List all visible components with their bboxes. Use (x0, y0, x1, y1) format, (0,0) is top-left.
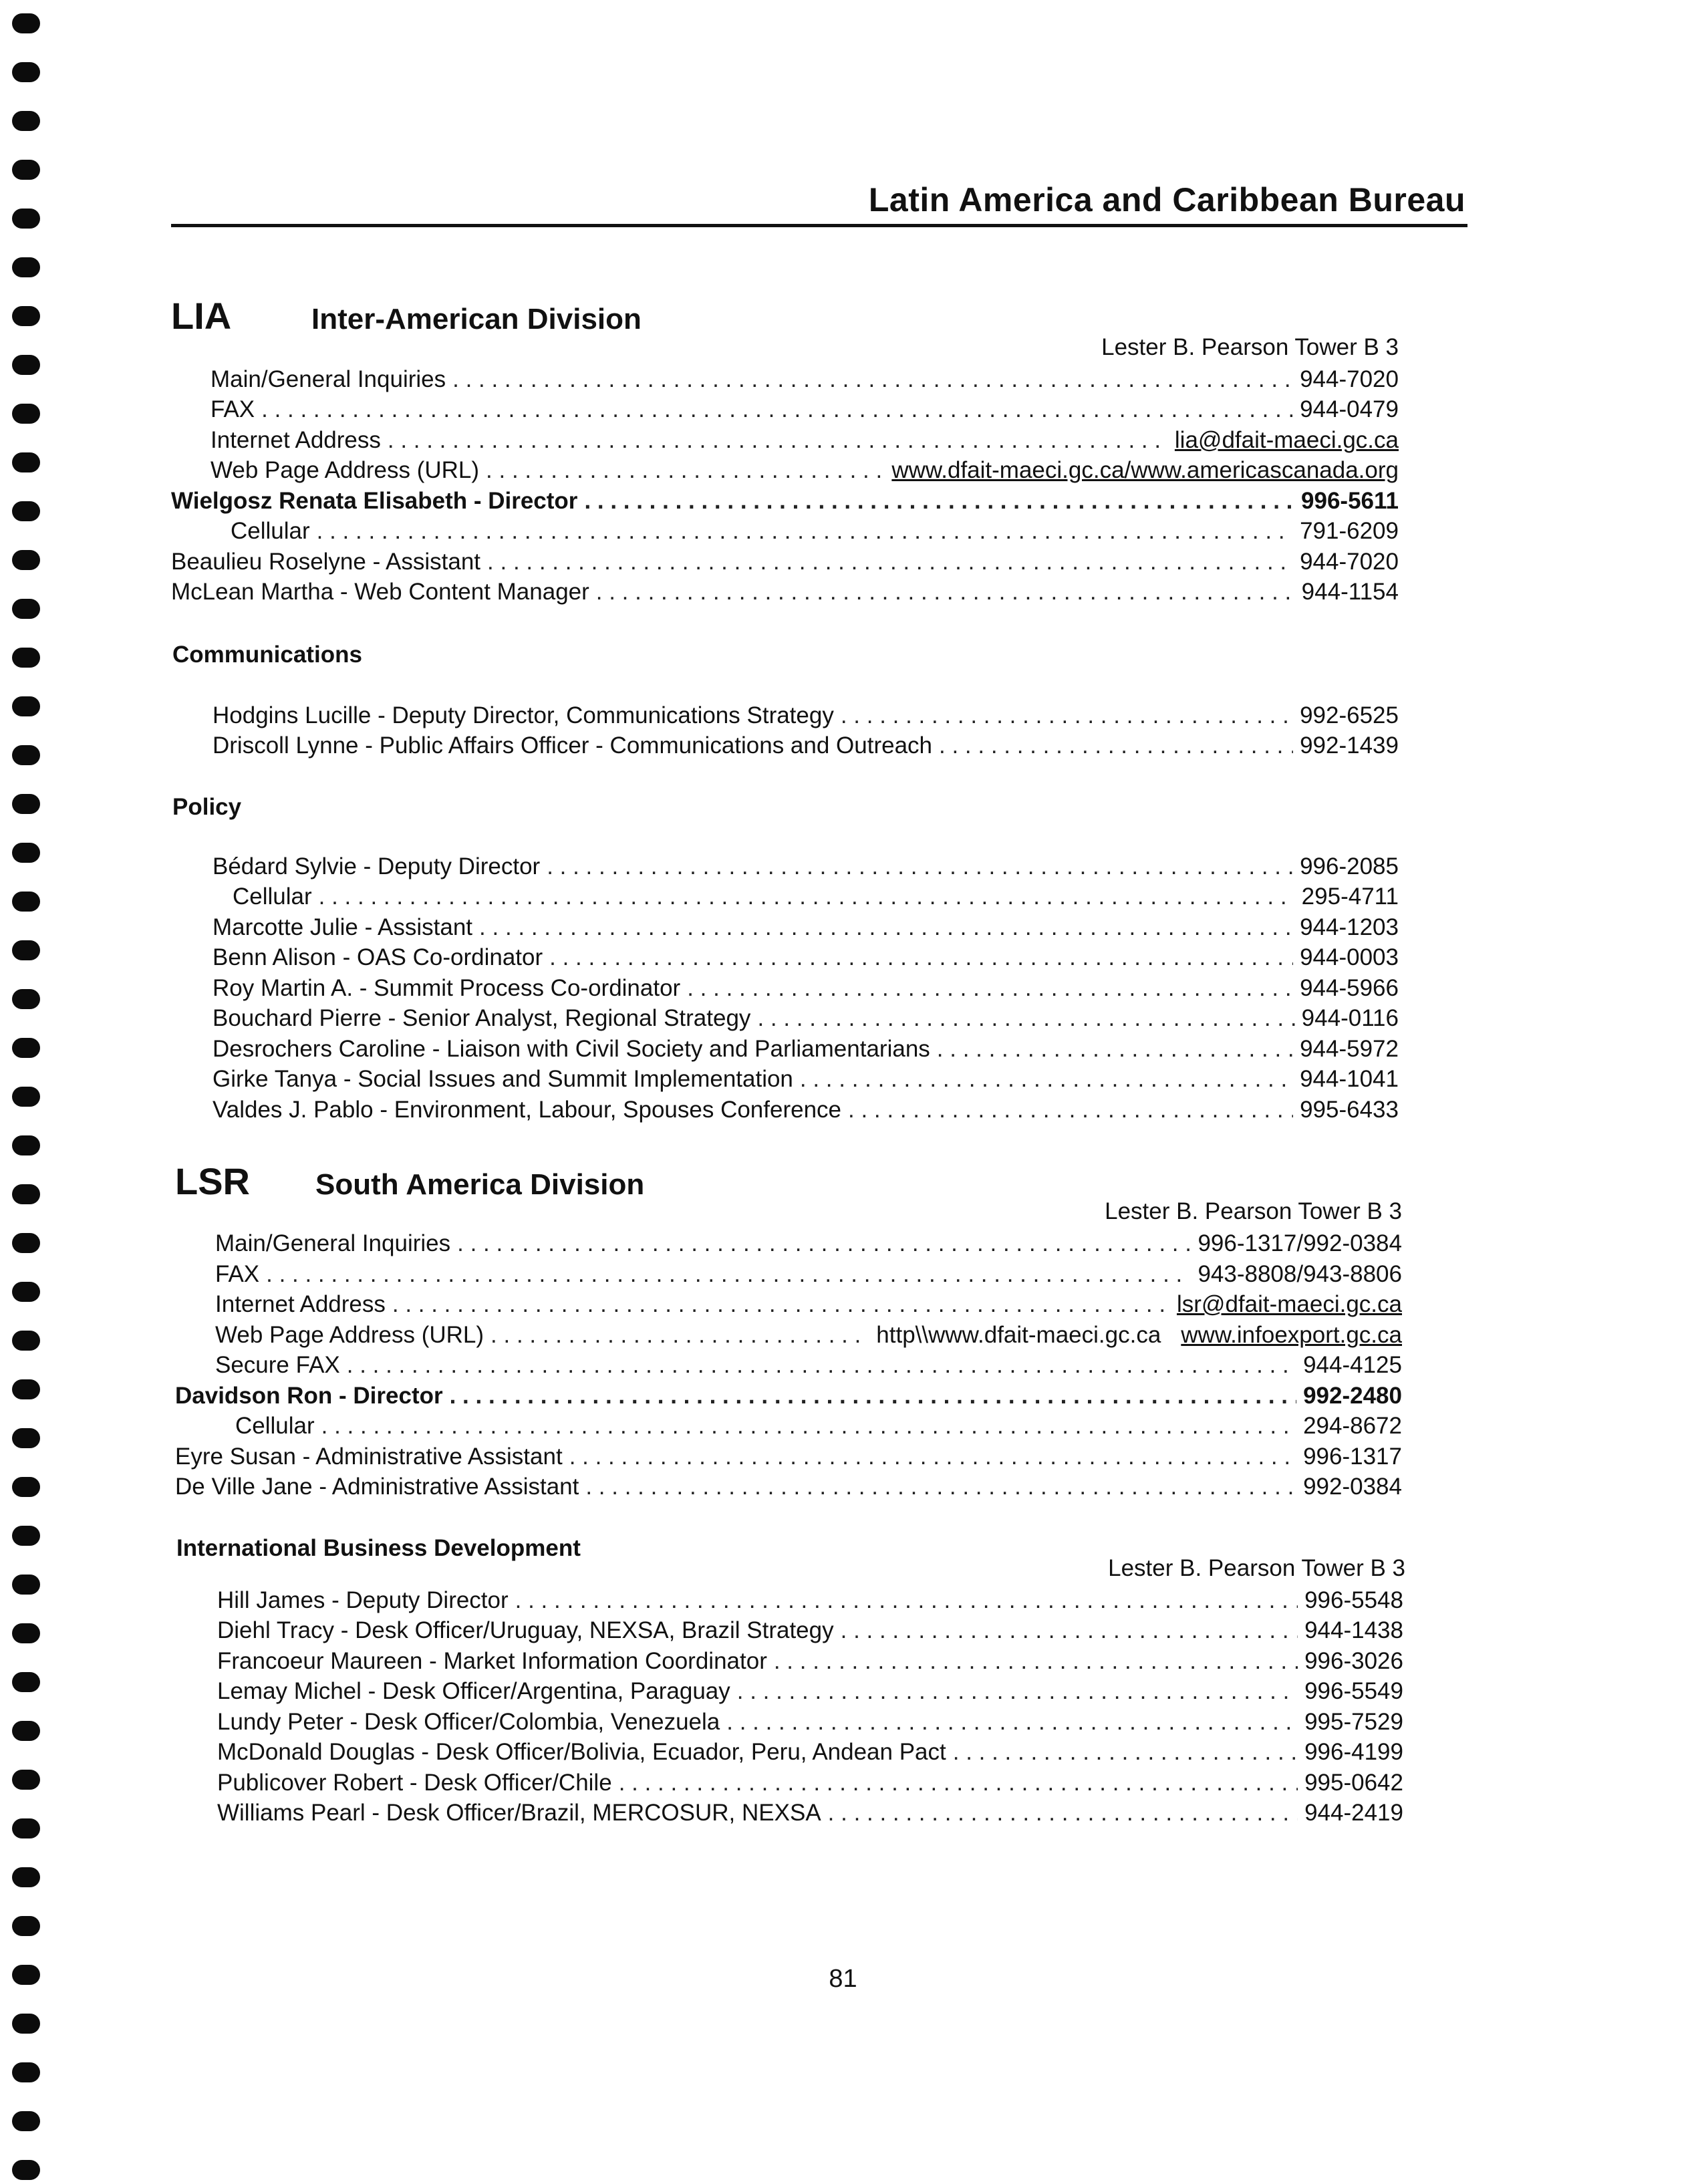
division-code: LSR (175, 1160, 250, 1202)
binding-holes (12, 13, 40, 2172)
directory-row: Valdes J. Pablo - Environment, Labour, Spouses Conference . . . 995-6433 (213, 1095, 1399, 1125)
binding-hole (12, 62, 40, 82)
page-number: 81 (829, 1965, 857, 1993)
binding-hole (12, 989, 40, 1009)
directory-row: Davidson Ron - Director . . . 992-2480 (175, 1381, 1402, 1411)
binding-hole (12, 1282, 40, 1302)
directory-row: Desrochers Caroline - Liaison with Civil Society and Parliamentarians . . . 944-5972 (213, 1035, 1399, 1064)
web-address-text: http\\www.dfait-maeci.gc.ca (876, 1322, 1161, 1348)
directory-row: Marcotte Julie - Assistant . . . 944-1203 (213, 913, 1399, 942)
directory-row: Roy Martin A. - Summit Process Co-ordinator . . . 944-5966 (213, 974, 1399, 1003)
directory-row: McLean Martha - Web Content Manager . . . 944-1154 (171, 577, 1399, 607)
binding-hole (12, 1331, 40, 1351)
binding-hole (12, 111, 40, 131)
binding-hole (12, 1818, 40, 1838)
header-rule (171, 224, 1467, 227)
binding-hole (12, 452, 40, 472)
directory-row: Internet Address . . . lsr@dfait-maeci.gc.ca (215, 1290, 1402, 1319)
web-link[interactable]: www.infoexport.gc.ca (1181, 1322, 1402, 1348)
binding-hole (12, 1526, 40, 1546)
binding-hole (12, 696, 40, 716)
directory-row: FAX . . . 944-0479 (210, 395, 1399, 424)
directory-row: Web Page Address (URL) . . . http\\www.dfait-maeci.gc.ca www.infoexport.gc.ca (215, 1321, 1402, 1350)
directory-row: Main/General Inquiries . . . 944-7020 (210, 365, 1399, 394)
division-code: LIA (171, 295, 232, 337)
directory-row: Bouchard Pierre - Senior Analyst, Regional Strategy . . . 944-0116 (213, 1004, 1399, 1033)
binding-hole (12, 1184, 40, 1204)
binding-hole (12, 257, 40, 277)
binding-hole (12, 1233, 40, 1253)
binding-hole (12, 355, 40, 375)
directory-row: Hodgins Lucille - Deputy Director, Communications Strategy . . . 992-6525 (213, 701, 1399, 730)
directory-row: Wielgosz Renata Elisabeth - Director . . . 996-5611 (171, 487, 1399, 516)
binding-hole (12, 1916, 40, 1936)
binding-hole (12, 2062, 40, 2082)
directory-row: Web Page Address (URL) . . . www.dfait-maeci.gc.ca/www.americascanada.org (210, 456, 1399, 485)
binding-hole (12, 1867, 40, 1887)
binding-hole (12, 1477, 40, 1497)
division-heading-lsr (175, 1159, 644, 1203)
binding-hole (12, 1379, 40, 1399)
binding-hole (12, 404, 40, 424)
division-location: Lester B. Pearson Tower B 3 (1101, 334, 1399, 360)
binding-hole (12, 160, 40, 180)
section-heading-policy: Policy (172, 794, 242, 820)
binding-hole (12, 209, 40, 229)
directory-row: De Ville Jane - Administrative Assistant . . . 992-0384 (175, 1472, 1402, 1502)
directory-row: McDonald Douglas - Desk Officer/Bolivia, Ecuador, Peru, Andean Pact . . . 996-4199 (217, 1738, 1403, 1767)
directory-row: Main/General Inquiries . . . 996-1317/992-0384 (215, 1229, 1402, 1258)
web-link[interactable]: www.dfait-maeci.gc.ca/www.americascanada.org (891, 457, 1399, 483)
division-heading-lia (171, 294, 642, 337)
directory-row: Benn Alison - OAS Co-ordinator . . . 944-0003 (213, 943, 1399, 972)
directory-row: Cellular . . . 791-6209 (231, 517, 1399, 546)
directory-row: Lemay Michel - Desk Officer/Argentina, Paraguay . . . 996-5549 (217, 1677, 1403, 1706)
directory-row: Publicover Robert - Desk Officer/Chile . . . 995-0642 (217, 1768, 1403, 1798)
binding-hole (12, 599, 40, 619)
section-heading-ibd: International Business Development (176, 1535, 581, 1561)
binding-hole (12, 501, 40, 521)
binding-hole (12, 1038, 40, 1058)
directory-row: Eyre Susan - Administrative Assistant . . . 996-1317 (175, 1442, 1402, 1472)
binding-hole (12, 745, 40, 765)
directory-row: Secure FAX . . . 944-4125 (215, 1351, 1402, 1380)
binding-hole (12, 1770, 40, 1790)
division-name: Inter-American Division (311, 303, 642, 335)
directory-row: Girke Tanya - Social Issues and Summit Implementation . . . 944-1041 (213, 1065, 1399, 1094)
section-location: Lester B. Pearson Tower B 3 (1108, 1555, 1405, 1581)
binding-hole (12, 648, 40, 668)
directory-row: Williams Pearl - Desk Officer/Brazil, MERCOSUR, NEXSA . . . 944-2419 (217, 1798, 1403, 1828)
directory-row: Lundy Peter - Desk Officer/Colombia, Venezuela . . . 995-7529 (217, 1708, 1403, 1737)
binding-hole (12, 1672, 40, 1692)
binding-hole (12, 1135, 40, 1155)
directory-row: FAX . . . 943-8808/943-8806 (215, 1260, 1402, 1289)
directory-row: Internet Address . . . lia@dfait-maeci.gc.ca (210, 426, 1399, 455)
binding-hole (12, 1428, 40, 1448)
page-title: Latin America and Caribbean Bureau (868, 181, 1465, 219)
directory-row: Driscoll Lynne - Public Affairs Officer - Communications and Outreach . . . 992-1439 (213, 731, 1399, 761)
binding-hole (12, 1575, 40, 1595)
email-link[interactable]: lsr@dfait-maeci.gc.ca (1176, 1291, 1402, 1317)
binding-hole (12, 2014, 40, 2034)
binding-hole (12, 2111, 40, 2131)
binding-hole (12, 1623, 40, 1643)
binding-hole (12, 940, 40, 960)
directory-row: Diehl Tracy - Desk Officer/Uruguay, NEXSA, Brazil Strategy . . . 944-1438 (217, 1616, 1403, 1645)
directory-row: Hill James - Deputy Director . . . 996-5548 (217, 1586, 1403, 1615)
directory-row: Cellular . . . 294-8672 (235, 1411, 1402, 1441)
binding-hole (12, 13, 40, 33)
binding-hole (12, 2160, 40, 2180)
directory-row: Cellular . . . 295-4711 (233, 882, 1399, 912)
directory-row: Francoeur Maureen - Market Information Coordinator . . . 996-3026 (217, 1647, 1403, 1676)
binding-hole (12, 794, 40, 814)
division-location: Lester B. Pearson Tower B 3 (1105, 1198, 1402, 1224)
binding-hole (12, 306, 40, 326)
binding-hole (12, 550, 40, 570)
email-link[interactable]: lia@dfait-maeci.gc.ca (1174, 427, 1399, 453)
directory-row: Beaulieu Roselyne - Assistant . . . 944-7020 (171, 547, 1399, 577)
section-heading-communications: Communications (172, 642, 362, 668)
binding-hole (12, 1087, 40, 1107)
directory-row: Bédard Sylvie - Deputy Director . . . 996-2085 (213, 852, 1399, 881)
binding-hole (12, 1721, 40, 1741)
division-name: South America Division (315, 1168, 645, 1201)
binding-hole (12, 843, 40, 863)
binding-hole (12, 892, 40, 912)
